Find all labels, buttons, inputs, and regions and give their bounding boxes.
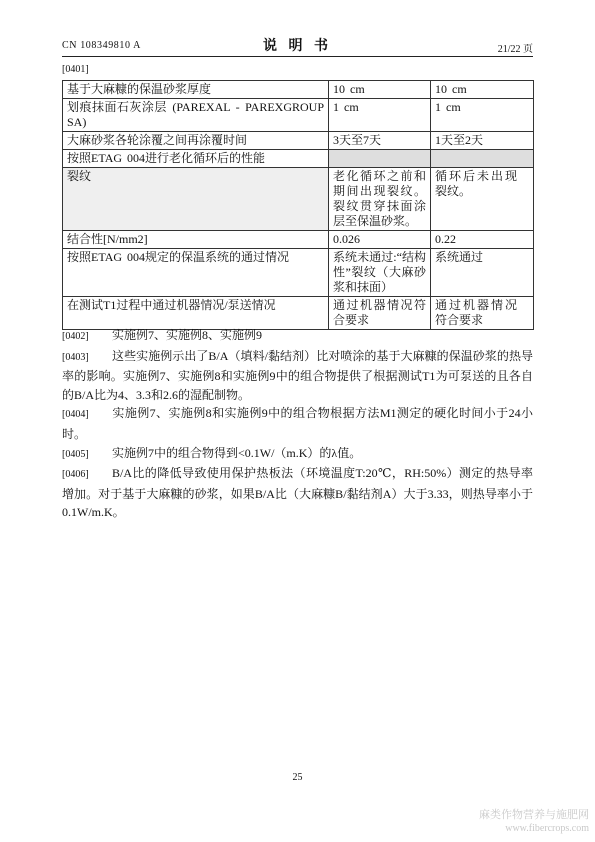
document-number: CN 108349810 A <box>62 40 141 51</box>
cell-value: 0.026 <box>329 231 431 249</box>
table-row <box>63 168 534 231</box>
paragraph-text: 实施例7中的组合物得到<0.1W/（m.K）的λ值。 <box>112 445 362 460</box>
paragraph <box>62 347 533 405</box>
paragraph-number: [0401] <box>62 64 89 75</box>
row-label: 结合性[N/mm2] <box>63 231 329 249</box>
cell-value: 0.22 <box>431 231 534 249</box>
table-row <box>63 297 534 330</box>
paragraph-text: B/A比的降低导致使用保护热板法（环境温度T:20℃，RH:50%）测定的热导率增加。对于基于大麻糠的砂浆，如果B/A比（大麻糠B/黏结剂A）大于3.33，则热导率小于0.1W/m.K。 <box>62 466 533 520</box>
cell-value: 通过机器情况符合要求 <box>329 297 431 330</box>
section-label: 按照ETAG 004进行老化循环后的性能 <box>63 150 329 168</box>
page-title: 说 明 书 <box>263 39 332 54</box>
shaded-cell <box>329 150 431 168</box>
row-label: 在测试T1过程中通过机器情况/泵送情况 <box>63 297 329 330</box>
paragraph-number: [0405] <box>62 448 89 460</box>
row-label: 划痕抹面石灰涂层 (PAREXAL - PAREXGROUP SA) <box>63 99 329 132</box>
cell-value: 老化循环之前和期间出现裂纹。裂纹贯穿抹面涂层至保温砂浆。 <box>329 168 431 231</box>
table-row <box>63 132 534 150</box>
cell-value: 系统未通过:“结构性”裂纹（大麻砂浆和抹面） <box>329 249 431 297</box>
table-row <box>63 81 534 99</box>
paragraph-number: [0403] <box>62 351 89 363</box>
cell-value: 1天至2天 <box>431 132 534 150</box>
watermark-text: 麻类作物营养与施肥网 <box>479 809 589 821</box>
paragraph <box>62 464 533 522</box>
paragraph-text: 这些实施例示出了B/A（填料/黏结剂）比对喷涂的基于大麻糠的保温砂浆的热导率的影响。实施例7、实施例8和实施例9中的组合物提供了根据测试T1为可泵送的且各自的B/A比为4、3.3和2.6的湿配制物。 <box>62 348 533 402</box>
watermark-url: www.fibercrops.com <box>505 823 589 834</box>
page-number: 25 <box>292 772 303 783</box>
body-text <box>62 326 533 522</box>
cell-value: 1 cm <box>431 99 534 132</box>
table-section-row <box>63 150 534 168</box>
shaded-cell <box>431 150 534 168</box>
cell-value: 1 cm <box>329 99 431 132</box>
row-label: 裂纹 <box>63 168 329 231</box>
row-label: 按照ETAG 004规定的保温系统的通过情况 <box>63 249 329 297</box>
paragraph-text: 实施例7、实施例8、实施例9 <box>112 328 263 342</box>
paragraph-number: [0404] <box>62 409 89 421</box>
cell-value: 3天至7天 <box>329 132 431 150</box>
paragraph-number: [0406] <box>62 469 89 481</box>
watermark <box>479 808 589 835</box>
paragraph-text: 实施例7、实施例8和实施例9中的组合物根据方法M1测定的硬化时间小于24小时。 <box>62 406 533 441</box>
header-divider <box>62 56 533 57</box>
row-label: 基于大麻糠的保温砂浆厚度 <box>63 81 329 99</box>
table-row <box>63 231 534 249</box>
paragraph-number: [0402] <box>62 331 89 342</box>
cell-value: 系统通过 <box>431 249 534 297</box>
cell-value: 10 cm <box>431 81 534 99</box>
page-info: 21/22 页 <box>497 44 533 55</box>
cell-value: 通过机器情况符合要求 <box>431 297 534 330</box>
row-label: 大麻砂浆各轮涂覆之间再涂覆时间 <box>63 132 329 150</box>
table-row <box>63 249 534 297</box>
paragraph <box>62 404 533 443</box>
paragraph <box>62 326 533 347</box>
cell-value: 循环后未出现裂纹。 <box>431 168 534 231</box>
results-table <box>62 80 534 330</box>
cell-value: 10 cm <box>329 81 431 99</box>
paragraph <box>62 444 533 465</box>
table-row <box>63 99 534 132</box>
